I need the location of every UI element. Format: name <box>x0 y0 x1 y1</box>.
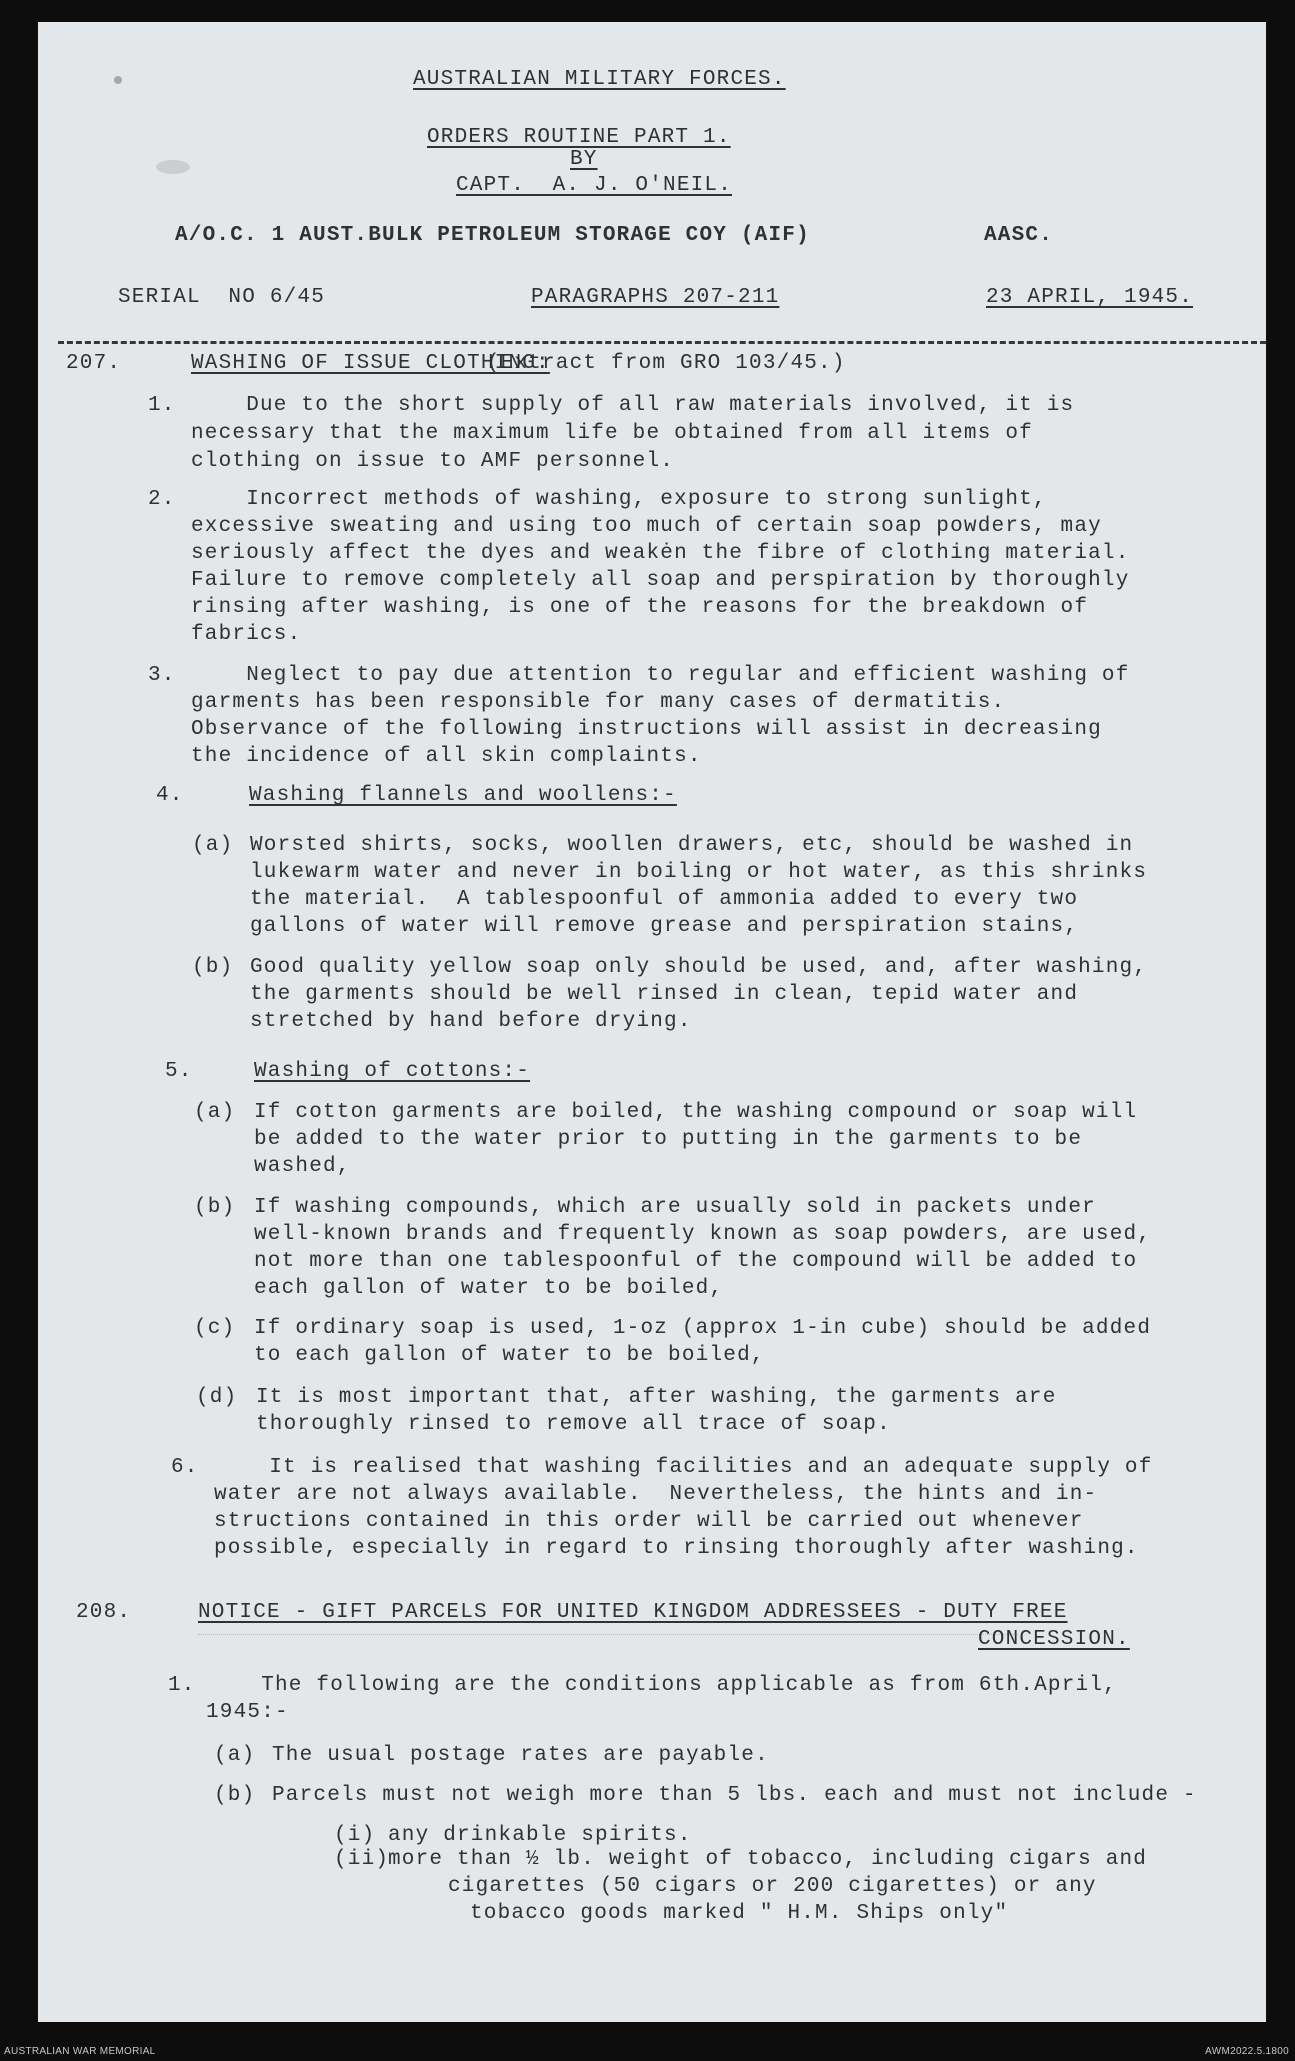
unit-name: A/O.C. 1 AUST.BULK PETROLEUM STORAGE COY (AIF) <box>175 224 810 247</box>
item-i-text: any drinkable spirits. <box>388 1824 692 1847</box>
sub-1-number: 1. <box>168 1674 196 1697</box>
heading-dotted-line <box>198 1634 1018 1635</box>
item-a-line: the material. A tablespoonful of ammonia added to every two <box>250 888 1079 911</box>
sub-2-number: 2. <box>148 488 176 511</box>
item-c-line: If ordinary soap is used, 1-oz (approx 1-in cube) should be added <box>254 1317 1152 1340</box>
paper-stain <box>114 76 122 84</box>
sub-2-line: seriously affect the dyes and weakėn the fibre of clothing material. <box>191 542 1130 565</box>
item-ii-line: tobacco goods marked " H.M. Ships only" <box>470 1902 1009 1925</box>
item-b-label: (b) <box>214 1784 256 1807</box>
item-a-line: Worsted shirts, socks, woollen drawers, etc, should be washed in <box>250 834 1134 857</box>
sub-6-line: structions contained in this order will be carried out whenever <box>214 1510 1084 1533</box>
sub-5-heading: Washing of cottons:- <box>254 1060 531 1083</box>
sub-3-line: Neglect to pay due attention to regular and efficient washing of <box>191 664 1130 687</box>
item-d-label: (d) <box>196 1386 238 1409</box>
sub-6-line: water are not always available. Nevertheless, the hints and in- <box>214 1483 1098 1506</box>
para-207-heading: WASHING OF ISSUE CLOTHING: <box>191 352 550 375</box>
sub-4-number: 4. <box>156 784 184 807</box>
footer-right: AWM2022.5.1800 <box>1205 2046 1289 2057</box>
sub-6-number: 6. <box>171 1456 199 1479</box>
item-b-line: If washing compounds, which are usually sold in packets under <box>254 1196 1096 1219</box>
sub-2-line: fabrics. <box>191 623 302 646</box>
sub-3-line: the incidence of all skin complaints. <box>191 745 702 768</box>
sub-4-heading: Washing flannels and woollens:- <box>249 784 677 807</box>
sub-5-number: 5. <box>165 1060 193 1083</box>
item-ii-line: more than ½ lb. weight of tobacco, including cigars and <box>388 1848 1148 1871</box>
orders-by: BY <box>570 148 598 171</box>
item-d-line: thoroughly rinsed to remove all trace of soap. <box>256 1413 891 1436</box>
item-a-line: lukewarm water and never in boiling or hot water, as this shrinks <box>250 861 1148 884</box>
sub-2-line: excessive sweating and using too much of certain soap powders, may <box>191 515 1102 538</box>
item-a-line: washed, <box>254 1155 351 1178</box>
captain-name: CAPT. A. J. O'NEIL. <box>456 174 733 197</box>
serial-number: SERIAL NO 6/45 <box>118 286 326 309</box>
item-a-label: (a) <box>194 1101 236 1124</box>
item-a-line: gallons of water will remove grease and perspiration stains, <box>250 915 1079 938</box>
item-a-line: be added to the water prior to putting in the garments to be <box>254 1128 1083 1151</box>
paper-stain <box>156 160 190 174</box>
document-page <box>38 22 1266 2022</box>
item-b-line: not more than one tablespoonful of the compound will be added to <box>254 1250 1138 1273</box>
para-207-heading-note: (Extract from GRO 103/45.) <box>473 352 846 375</box>
item-b-line: each gallon of water to be boiled, <box>254 1277 724 1300</box>
para-208-number: 208. <box>76 1601 132 1624</box>
paragraph-range: PARAGRAPHS 207-211 <box>531 286 780 309</box>
item-a-line: If cotton garments are boiled, the washing compound or soap will <box>254 1101 1138 1124</box>
item-b-line: Good quality yellow soap only should be used, and, after washing, <box>250 956 1148 979</box>
sub-1-line: necessary that the maximum life be obtained from all items of <box>191 422 1033 445</box>
sub-1-line: 1945:- <box>206 1701 289 1724</box>
item-i-label: (i) <box>334 1824 376 1847</box>
sub-1-line: The following are the conditions applicable as from 6th.April, <box>206 1674 1117 1697</box>
footer-left: AUSTRALIAN WAR MEMORIAL <box>4 2046 156 2057</box>
sub-3-line: Observance of the following instructions will assist in decreasing <box>191 718 1102 741</box>
item-b-text: Parcels must not weigh more than 5 lbs. each and must not include - <box>272 1784 1197 1807</box>
corps-name: AASC. <box>984 224 1054 247</box>
orders-routine: ORDERS ROUTINE PART 1. <box>427 126 731 149</box>
sub-6-line: It is realised that washing facilities and an adequate supply of <box>214 1456 1153 1479</box>
item-c-label: (c) <box>194 1317 236 1340</box>
item-a-label: (a) <box>214 1744 256 1767</box>
item-ii-line: cigarettes (50 cigars or 200 cigarettes) or any <box>448 1875 1097 1898</box>
sub-1-line: clothing on issue to AMF personnel. <box>191 450 675 473</box>
item-b-line: the garments should be well rinsed in clean, tepid water and <box>250 983 1079 1006</box>
para-207-number: 207. <box>66 352 122 375</box>
item-c-line: to each gallon of water to be boiled, <box>254 1344 765 1367</box>
item-a-label: (a) <box>192 834 234 857</box>
header-rule <box>58 341 1266 344</box>
sub-6-line: possible, especially in regard to rinsing thoroughly after washing. <box>214 1537 1139 1560</box>
sub-2-line: Incorrect methods of washing, exposure to strong sunlight, <box>191 488 1047 511</box>
sub-2-line: rinsing after washing, is one of the reasons for the breakdown of <box>191 596 1089 619</box>
para-208-heading-cont: CONCESSION. <box>978 1628 1130 1651</box>
sub-3-line: garments has been responsible for many cases of dermatitis. <box>191 691 1006 714</box>
doc-title: AUSTRALIAN MILITARY FORCES. <box>413 68 786 91</box>
item-b-line: well-known brands and frequently known as soap powders, are used, <box>254 1223 1152 1246</box>
item-b-label: (b) <box>192 956 234 979</box>
para-208-heading: NOTICE - GIFT PARCELS FOR UNITED KINGDOM ADDRESSEES - DUTY FREE <box>198 1601 1068 1624</box>
sub-3-number: 3. <box>148 664 176 687</box>
item-ii-label: (ii) <box>334 1848 390 1871</box>
item-b-label: (b) <box>194 1196 236 1219</box>
order-date: 23 APRIL, 1945. <box>986 286 1194 309</box>
item-b-line: stretched by hand before drying. <box>250 1010 692 1033</box>
sub-2-line: Failure to remove completely all soap and perspiration by thoroughly <box>191 569 1130 592</box>
item-d-line: It is most important that, after washing, the garments are <box>256 1386 1057 1409</box>
item-a-text: The usual postage rates are payable. <box>272 1744 769 1767</box>
sub-1-number: 1. <box>148 394 176 417</box>
sub-1-line: Due to the short supply of all raw materials involved, it is <box>191 394 1075 417</box>
